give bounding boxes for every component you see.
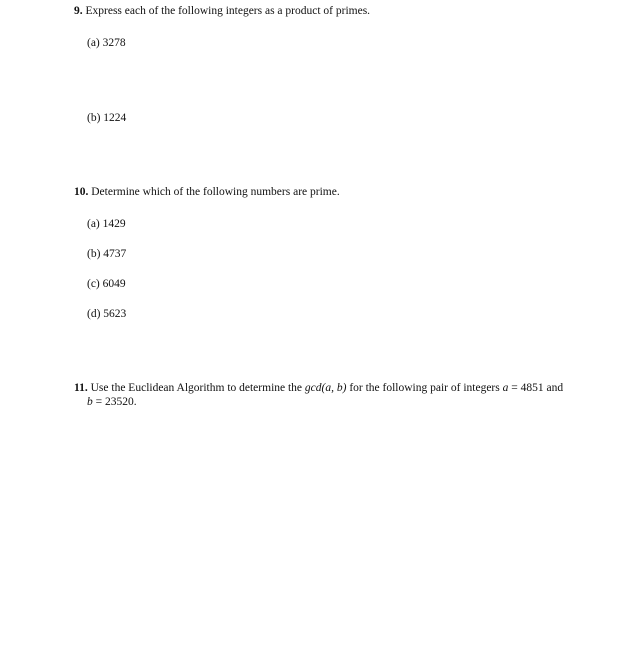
question-11: [74, 381, 574, 409]
part-label: (d): [87, 308, 101, 320]
part-value: 1224: [103, 112, 127, 124]
part-label: (b): [87, 112, 101, 124]
question-11-number: 11.: [74, 382, 88, 394]
part-value: 3278: [102, 37, 126, 49]
part-value: 1429: [102, 218, 126, 230]
question-11-text-middle: for the following pair of integers: [346, 382, 503, 394]
part-label: (c): [87, 278, 100, 290]
question-10-text: Determine which of the following numbers are prime.: [91, 186, 340, 198]
question-9-part-b: [87, 111, 126, 125]
question-10-number: 10.: [74, 186, 89, 198]
question-10-part-c: [87, 277, 126, 291]
question-11-continuation: [74, 395, 574, 409]
value-b: = 23520.: [92, 396, 137, 408]
question-9: [74, 4, 584, 18]
part-value: 4737: [103, 248, 127, 260]
variable-b: b: [87, 396, 93, 408]
part-value: 5623: [103, 308, 127, 320]
gcd-expression: gcd(a, b): [304, 382, 347, 394]
value-a: = 4851 and: [508, 382, 564, 394]
question-10-part-d: [87, 307, 126, 321]
part-label: (a): [87, 218, 100, 230]
part-value: 6049: [102, 278, 126, 290]
part-label: (b): [87, 248, 101, 260]
variable-a: a: [502, 382, 509, 394]
part-label: (a): [87, 37, 100, 49]
question-10: [74, 185, 584, 199]
question-11-text-before: Use the Euclidean Algorithm to determine the: [90, 382, 305, 394]
question-9-part-a: [87, 36, 126, 50]
question-10-part-a: [87, 217, 126, 231]
question-9-number: 9.: [74, 5, 83, 17]
question-10-part-b: [87, 247, 126, 261]
question-9-text: Express each of the following integers as a product of primes.: [85, 5, 371, 17]
